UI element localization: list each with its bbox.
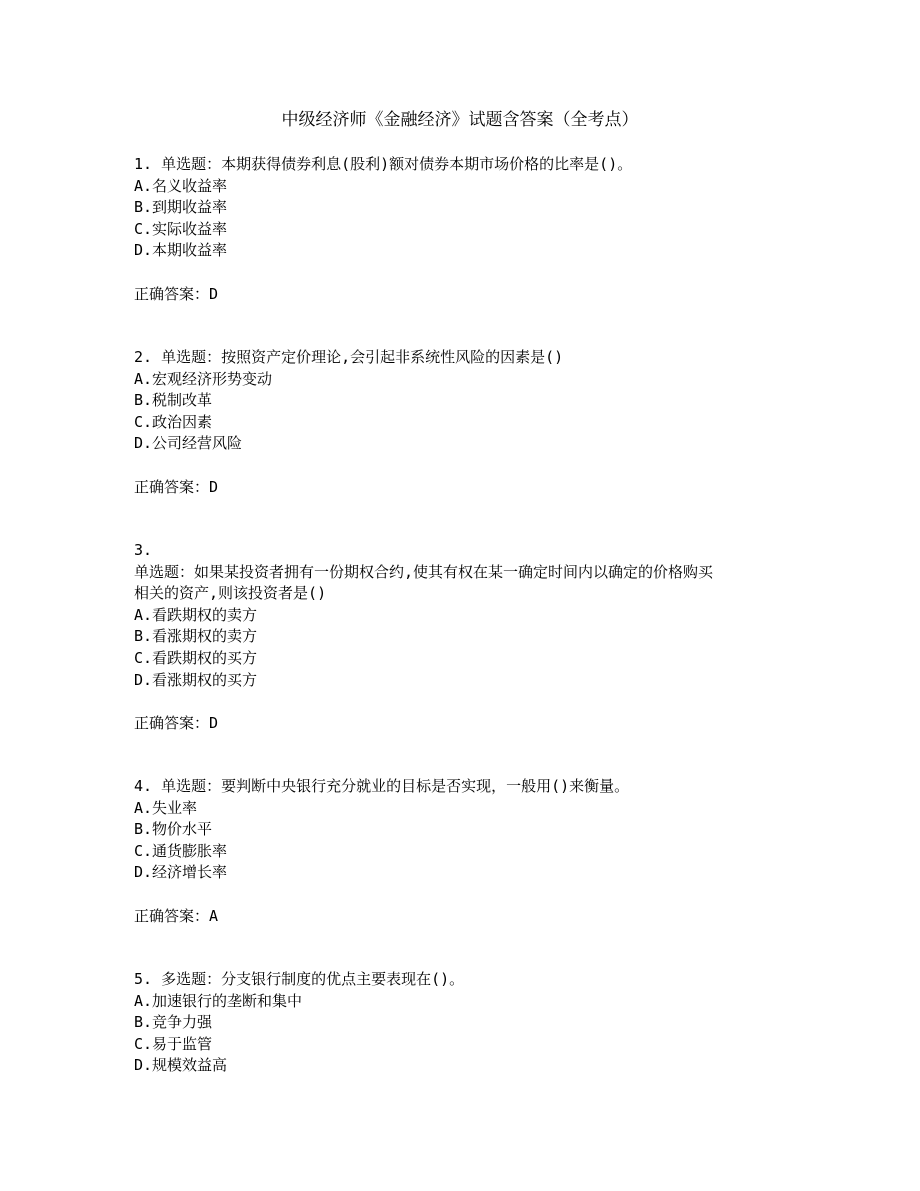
option-d: D.看涨期权的买方 <box>134 670 258 689</box>
question-stem: 4. 单选题：要判断中央银行充分就业的目标是否实现，一般用()来衡量。 <box>134 777 630 795</box>
question-stem: 5. 多选题：分支银行制度的优点主要表现在()。 <box>134 970 465 988</box>
answer-line: 正确答案：D <box>134 714 219 733</box>
option-c: C.政治因素 <box>134 412 213 431</box>
option-c: C.通货膨胀率 <box>134 841 228 860</box>
option-d: D.本期收益率 <box>134 241 228 260</box>
question-stem: 1. 单选题：本期获得债券利息(股利)额对债券本期市场价格的比率是()。 <box>134 155 633 173</box>
question-2 <box>134 347 794 499</box>
option-b: B.税制改革 <box>134 391 213 410</box>
option-d: D.规模效益高 <box>134 1056 228 1075</box>
option-a: A.失业率 <box>134 798 198 817</box>
answer-line: 正确答案：D <box>134 477 219 496</box>
option-a: A.名义收益率 <box>134 176 228 195</box>
document-title: 中级经济师《金融经济》试题含答案（全考点） <box>281 110 639 130</box>
question-stem-continued: 相关的资产,则该投资者是() <box>134 584 327 603</box>
question-4 <box>134 776 794 928</box>
answer-line: 正确答案：A <box>134 906 219 925</box>
option-a: A.看跌期权的卖方 <box>134 605 258 624</box>
option-d: D.经济增长率 <box>134 863 228 882</box>
question-3 <box>134 540 794 735</box>
option-b: B.到期收益率 <box>134 198 228 217</box>
answer-line: 正确答案：D <box>134 284 219 303</box>
option-c: C.看跌期权的买方 <box>134 648 258 667</box>
option-b: B.物价水平 <box>134 820 213 839</box>
option-a: A.宏观经济形势变动 <box>134 369 273 388</box>
option-c: C.实际收益率 <box>134 219 228 238</box>
question-stem: 单选题：如果某投资者拥有一份期权合约,使其有权在某一确定时间内以确定的价格购买 <box>134 562 714 581</box>
option-d: D.公司经营风险 <box>134 434 243 453</box>
option-b: B.竞争力强 <box>134 1013 213 1032</box>
question-number: 3. <box>134 541 153 559</box>
option-a: A.加速银行的垄断和集中 <box>134 991 303 1010</box>
option-c: C.易于监管 <box>134 1034 213 1053</box>
question-1 <box>134 154 794 306</box>
option-b: B.看涨期权的卖方 <box>134 627 258 646</box>
question-5 <box>134 969 794 1077</box>
question-stem: 2. 单选题：按照资产定价理论,会引起非系统性风险的因素是() <box>134 348 564 366</box>
